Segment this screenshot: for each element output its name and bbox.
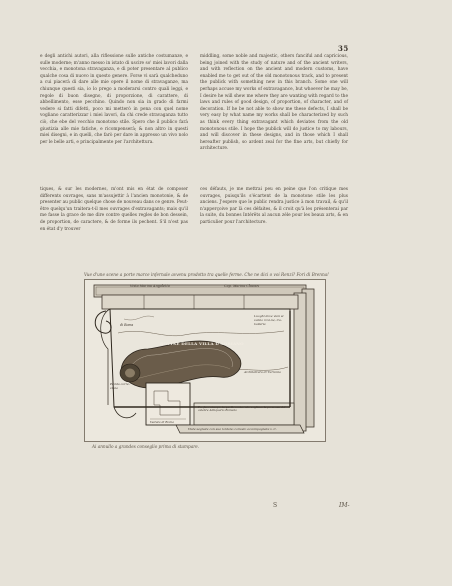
french-paragraph-right: ces défauts, je me mettrai peu en peine que l'on critique mes ouvrages, puisqu'ils s'écartent de la monotone stile les plus anciens. J'espere que le public rendra justice à mon travail, & qu'il n'apperçoive par là ces défaites, & il croit qu'à les présenterai par la suite, du bonnes Intérêts al aucun zèle pour les beaux arts, & en particulier pour l'architecture. bbox=[200, 187, 348, 225]
catchword: IM- bbox=[339, 502, 350, 509]
french-text-column-right bbox=[200, 187, 348, 227]
french-text-column-left bbox=[40, 187, 188, 233]
plate-band-label-right: Cap. Marina Chanes bbox=[224, 284, 260, 288]
english-paragraph: middling, some noble and majestic, others fanciful and capricious, being joined with the study of nature and of the ancient writers, and with reflection on the ancient and modern customs, have enabled me to get out of the old monotonous track, and to present the publick with something new in this branch. Some one will perhaps accuse my works of extravagance, but whoever he may be, I desire he will shew me where they are wanting with regard to the laws and rules of good design, of proportion, of character, and of decoration. If he be not able to show me these defects, I shall be very easy by what name my works shall be characterized by such as think every thing extravagant which deviates from the old monotonous stile. I hope the publick will do justice to my labours, and will discover in these designs, and in those which I shall hereafter publish, so ardent zeal for the fine arts, but chiefly for architecture. bbox=[200, 54, 348, 152]
plate-caption-bottom: Ai annullo a grandes conseglio prima di stampare. bbox=[92, 444, 200, 449]
plate-illustration bbox=[84, 279, 326, 442]
plate-band-label-left: Vista Marina Angoletto bbox=[130, 284, 170, 288]
plate-label-left-upper: di Roma bbox=[120, 323, 134, 327]
english-text-column bbox=[200, 54, 348, 153]
plate-label-right-middle: Architettura di Turrenia bbox=[244, 370, 281, 374]
plate-bottom-note: Per fare riscoperta quelle rovine che vogliono la presenza del celebre Antiquario Romano bbox=[198, 405, 286, 413]
signature-mark: S bbox=[273, 502, 278, 509]
french-paragraph-left: tiques, & sur les modernes, m'ont mis en état de composer differents ouvrages, sans m'assujettir à l'ancien monotonie, & de presenter au public quelque chose de nouveau dans ce genre. Peut-être quelqu'un traitera-t-il mes ouvrages d'extravagants; mais qu'il me fasse la grace de me dire contre quelles regles de bon dessein, de proportion, de caractere, & de forme ils pechent. S'il n'est pas en état d'y trouver bbox=[40, 187, 188, 232]
italian-paragraph: e degli antichi autori, alla riflessione sulle antiche costumanze, e sulle moderne; m'anno messo in istato di uscire so' miei lavori dalla vecchia, e monotona stravaganza, e di poter presentare al publico qualche cosa di nuovo in questo genere. Forse vi sarà qualcheduno a cui piacerà di dare alle mie opere il nome di stravaganze, ma chiunque questi sia, io lo prego a moderarsi contro quali leggi, e regole di buon disegno, di proporzione, di carattere, di abbellimento, esse pecchino. Quindo non sia in grado di farmi vedere si fatti difetti, poco mi metterò in pena con quel nome vogliano caratterizzar i miei lavori, da chi crede stravaganza tutto ciò, che ebe del vecchio monotono stile. Spero che il publico farà giustizia alle mie fatiche, e ricompenserà; & non altro in questi miei disegni, e in quelli, che farò per dare in appresso un vivo nolo per le belle arti, e principalmente per l'architettura. bbox=[40, 54, 188, 145]
plate-label-left-note: Pianta corre-zione bbox=[110, 382, 130, 390]
plate-caption-top: Vue d'une scene a porte marce infernale avvenu prodotto tra quelle ferme. Che ne dici o voi Renzi? Fori di Brenna! bbox=[84, 272, 329, 277]
plate-label-right-upper: Luoghi dove vien si vanno rovi-ne, Ca-balleria bbox=[254, 314, 284, 326]
plate-map-title: ROVINE DELLA VILLA D'ADRIANO bbox=[160, 341, 244, 346]
engraved-plate bbox=[84, 279, 326, 442]
italian-text-column bbox=[40, 54, 188, 146]
page-number: 35 bbox=[338, 44, 349, 53]
plate-inset-label: Veduta di Roma bbox=[150, 420, 174, 424]
plate-ribbon-label: Viste segnate con sua lontano comodo accompagnate v. C. bbox=[188, 427, 277, 431]
